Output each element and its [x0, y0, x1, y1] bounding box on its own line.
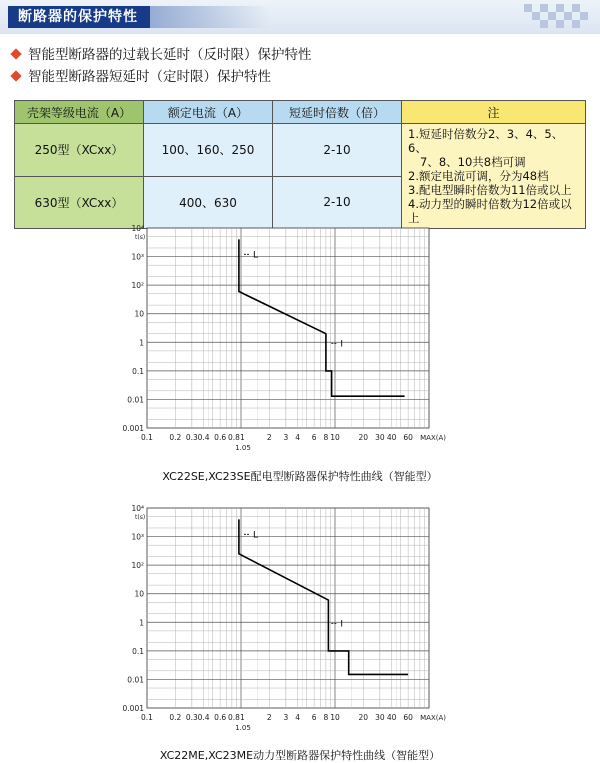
plot-frame [147, 228, 429, 428]
diamond-icon [10, 70, 21, 81]
header-title-fade [140, 6, 270, 28]
x-tick-label: 0.2 [169, 433, 182, 442]
x-axis-label: MAX(A) [420, 434, 447, 442]
x-tick-label: 10 [330, 433, 340, 442]
col-header-notes: 注 [402, 101, 586, 124]
x-tick-label: 3 [283, 433, 289, 442]
col-header-rated: 额定电流（A） [144, 101, 273, 124]
col-header-multiple: 短延时倍数（倍） [273, 101, 402, 124]
x-tick-label: 2 [266, 713, 272, 722]
x-tick-label: 0.3 [185, 433, 198, 442]
x-tick-label: 20 [358, 433, 369, 442]
annotation-label: I [340, 619, 344, 630]
y-axis-label: t(s) [135, 234, 146, 241]
chart-caption-se: XC22SE,XC23SE配电型断路器保护特性曲线（智能型） [162, 470, 438, 483]
x-tick-label: 4 [295, 433, 300, 442]
section-title: 断路器的保护特性 [8, 6, 150, 28]
note-line: 4.动力型的瞬时倍数为12倍或以上 [408, 197, 572, 225]
bullet-list [8, 44, 312, 88]
protection-chart-se [122, 222, 447, 462]
cell-multiple: 2-10 [273, 176, 402, 229]
spec-table [14, 100, 586, 229]
y-tick-label: 0.001 [122, 704, 144, 713]
cell-rated: 400、630 [144, 176, 273, 229]
note-line: 1.短延时倍数分2、3、4、5、6、 [408, 127, 564, 155]
x-tick-label: 20 [358, 713, 369, 722]
y-axis-label: t(s) [135, 514, 146, 521]
y-tick-label: 0.1 [132, 366, 144, 376]
y-tick-label: 1 [139, 338, 144, 348]
y-tick-label: 10 [134, 589, 144, 599]
bullet-text: 智能型断路器的过载长延时（反时限）保护特性 [28, 47, 312, 63]
x-tick-label: 2 [266, 433, 272, 442]
x-tick-label: 8 [323, 433, 329, 442]
annotation-label: L [253, 530, 259, 541]
x-tick-label: 0.81 [228, 713, 245, 722]
y-tick-label: 0.001 [122, 424, 144, 433]
cell-rated: 100、160、250 [144, 124, 273, 177]
checker-pattern [524, 4, 594, 30]
x-tick-label: 30 [375, 713, 385, 722]
bullet-item [8, 44, 312, 66]
x-tick-label: 0.6 [214, 433, 227, 442]
annotation-label: I [340, 339, 344, 350]
cell-notes [402, 124, 586, 229]
x-tick-label: 0.3 [185, 713, 198, 722]
protection-chart-me [122, 502, 447, 742]
cell-frame: 630型（XCxx） [15, 176, 144, 229]
x-tick-label: 0.1 [141, 713, 153, 722]
y-tick-label: 10⁴ [131, 504, 144, 513]
y-tick-label: 0.01 [127, 395, 144, 405]
section-header [0, 0, 600, 34]
bullet-text: 智能型断路器短延时（定时限）保护特性 [28, 69, 271, 85]
x-tick-label: 3 [283, 713, 289, 722]
x-extra-label: 1.05 [235, 444, 251, 452]
x-axis-label: MAX(A) [420, 714, 447, 722]
cell-frame: 250型（XCxx） [15, 124, 144, 177]
diamond-icon [10, 48, 21, 59]
note-line: 3.配电型瞬时倍数为11倍或以上 [408, 183, 572, 197]
col-header-frame: 壳架等级电流（A） [15, 101, 144, 124]
y-tick-label: 0.01 [127, 675, 144, 685]
note-line: 7、8、10共8档可调 [420, 155, 526, 169]
y-tick-label: 0.1 [132, 646, 144, 656]
chart-caption-me: XC22ME,XC23ME动力型断路器保护特性曲线（智能型） [159, 749, 441, 762]
x-tick-label: 0.81 [228, 433, 245, 442]
y-tick-label: 10 [134, 309, 144, 319]
x-tick-label: 10 [330, 713, 340, 722]
y-tick-label: 10² [131, 281, 144, 291]
x-tick-label: 30 [375, 433, 385, 442]
x-tick-label: 0.1 [141, 433, 153, 442]
x-tick-label: 6 [311, 713, 317, 722]
y-tick-label: 10³ [131, 252, 144, 262]
y-tick-label: 10² [131, 561, 144, 571]
x-tick-label: 60 [403, 433, 413, 442]
cell-multiple: 2-10 [273, 124, 402, 177]
note-line: 2.额定电流可调，分为48档 [408, 169, 549, 183]
plot-frame [147, 508, 429, 708]
x-tick-label: 60 [403, 713, 413, 722]
y-tick-label: 10⁴ [131, 224, 144, 233]
x-tick-label: 0.4 [197, 713, 210, 722]
bullet-item [8, 66, 312, 88]
x-tick-label: 0.6 [214, 713, 227, 722]
x-tick-label: 6 [311, 433, 317, 442]
y-tick-label: 1 [139, 618, 144, 628]
annotation-label: L [253, 250, 259, 261]
x-tick-label: 4 [295, 713, 300, 722]
y-tick-label: 10³ [131, 532, 144, 542]
x-tick-label: 0.4 [197, 433, 210, 442]
x-extra-label: 1.05 [235, 724, 251, 732]
x-tick-label: 40 [386, 433, 397, 442]
x-tick-label: 40 [386, 713, 397, 722]
x-tick-label: 0.2 [169, 713, 182, 722]
x-tick-label: 8 [323, 713, 329, 722]
